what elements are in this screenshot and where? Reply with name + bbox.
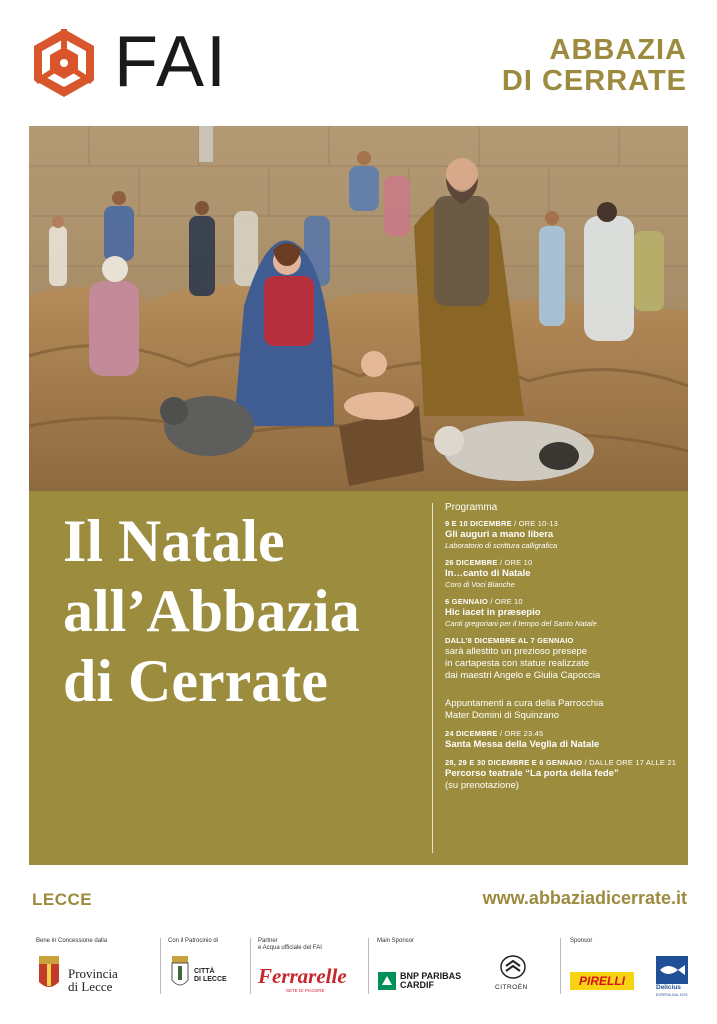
citroen-logo-text: CITROËN xyxy=(495,984,528,991)
provincia-crest-icon xyxy=(36,954,62,992)
bnp-logo-text: BNP PARIBAS CARDIF xyxy=(400,971,462,990)
city-label: LECCE xyxy=(32,890,93,909)
provincia-logo-text: Provincia di Lecce xyxy=(68,966,118,994)
concession-label: Bene in Concessione dalla xyxy=(36,938,108,944)
site-title-line-1: ABBAZIA xyxy=(549,34,687,66)
main-sponsor-label: Main Sponsor xyxy=(377,938,415,944)
program-item xyxy=(445,596,685,629)
event-title-line-1: Il Natale xyxy=(63,508,285,574)
program-list xyxy=(445,502,685,798)
delicius-tagline: ESPERIA DAL 1976 xyxy=(656,993,688,997)
ferrarelle-logo: Ferrarelle xyxy=(258,964,347,988)
program-item-date: 28, 29 E 30 DICEMBRE E 6 GENNAIO / DALLE ORE 17 ALLE 21 xyxy=(445,758,677,767)
exhibit-date: DALL’8 DICEMBRE AL 7 GENNAIO xyxy=(445,636,574,645)
website-link[interactable]: www.abbaziadicerrate.it xyxy=(482,888,687,908)
program-item-title: Gli auguri a mano libera xyxy=(445,529,554,540)
patronage-label: Con il Patrocinio di xyxy=(168,938,219,944)
event-title-line-3: di Cerrate xyxy=(63,648,328,714)
delicius-logo-text: Delicius xyxy=(656,984,681,991)
ferrarelle-tagline: SETE DI PIACERE xyxy=(286,988,325,993)
pirelli-logo: PIRELLI xyxy=(570,972,634,990)
exhibit-text: in cartapesta con statue realizzate xyxy=(445,658,590,669)
site-title-line-2: DI CERRATE xyxy=(501,65,687,97)
program-heading: Programma xyxy=(445,502,498,513)
panel-divider xyxy=(432,503,433,853)
sponsor-divider xyxy=(368,938,369,994)
program-item xyxy=(445,757,685,792)
program-item-title: Percorso teatrale “La porta della fede” xyxy=(445,768,619,779)
program-item-note: (su prenotazione) xyxy=(445,780,519,791)
program-item xyxy=(445,518,685,551)
fai-logo-icon xyxy=(28,27,100,99)
parish-text: Appuntamenti a cura della Parrocchia xyxy=(445,698,604,709)
partner-label: Partner e Acqua ufficiale del FAI xyxy=(258,938,322,951)
site-title xyxy=(502,35,687,97)
exhibit-text: sarà allestito un prezioso presepe xyxy=(445,646,588,657)
exhibit-text: dai maestri Angelo e Giulia Capoccia xyxy=(445,670,601,681)
exhibit-block xyxy=(445,635,685,682)
sponsor-label: Sponsor xyxy=(570,938,593,944)
sponsor-divider xyxy=(160,938,161,994)
program-item-date: 6 GENNAIO / ORE 10 xyxy=(445,597,523,606)
nativity-photo xyxy=(29,126,688,491)
event-title-line-2: all’Abbazia xyxy=(63,578,360,644)
program-item-title: In…canto di Natale xyxy=(445,568,531,579)
program-item-subtitle: Canti gregoriani per il tempo del Santo Natale xyxy=(445,619,597,628)
program-item-date: 26 DICEMBRE / ORE 10 xyxy=(445,558,533,567)
program-item-date: 24 DICEMBRE / ORE 23.45 xyxy=(445,729,544,738)
delicius-fish-icon xyxy=(656,956,688,984)
citta-crest-icon xyxy=(170,954,190,990)
parish-block xyxy=(445,698,685,722)
sponsor-divider xyxy=(250,938,251,994)
program-item xyxy=(445,557,685,590)
bnp-star-icon xyxy=(378,972,396,990)
program-item xyxy=(445,728,685,751)
parish-text: Mater Domini di Squinzano xyxy=(445,710,560,721)
program-item-subtitle: Coro di Voci Bianche xyxy=(445,580,515,589)
citroen-chevron-icon xyxy=(500,955,526,979)
program-item-title: Hic iacet in præsepio xyxy=(445,607,541,618)
sponsor-divider xyxy=(560,938,561,994)
program-item-subtitle: Laboratorio di scrittura calligrafica xyxy=(445,541,558,550)
program-item-date: 9 E 10 DICEMBRE / ORE 10-13 xyxy=(445,519,558,528)
brand-name: FAI xyxy=(114,22,229,102)
citta-logo-text: CITTÀ DI LECCE xyxy=(194,968,227,983)
event-title xyxy=(63,506,360,716)
program-item-title: Santa Messa della Veglia di Natale xyxy=(445,739,600,750)
